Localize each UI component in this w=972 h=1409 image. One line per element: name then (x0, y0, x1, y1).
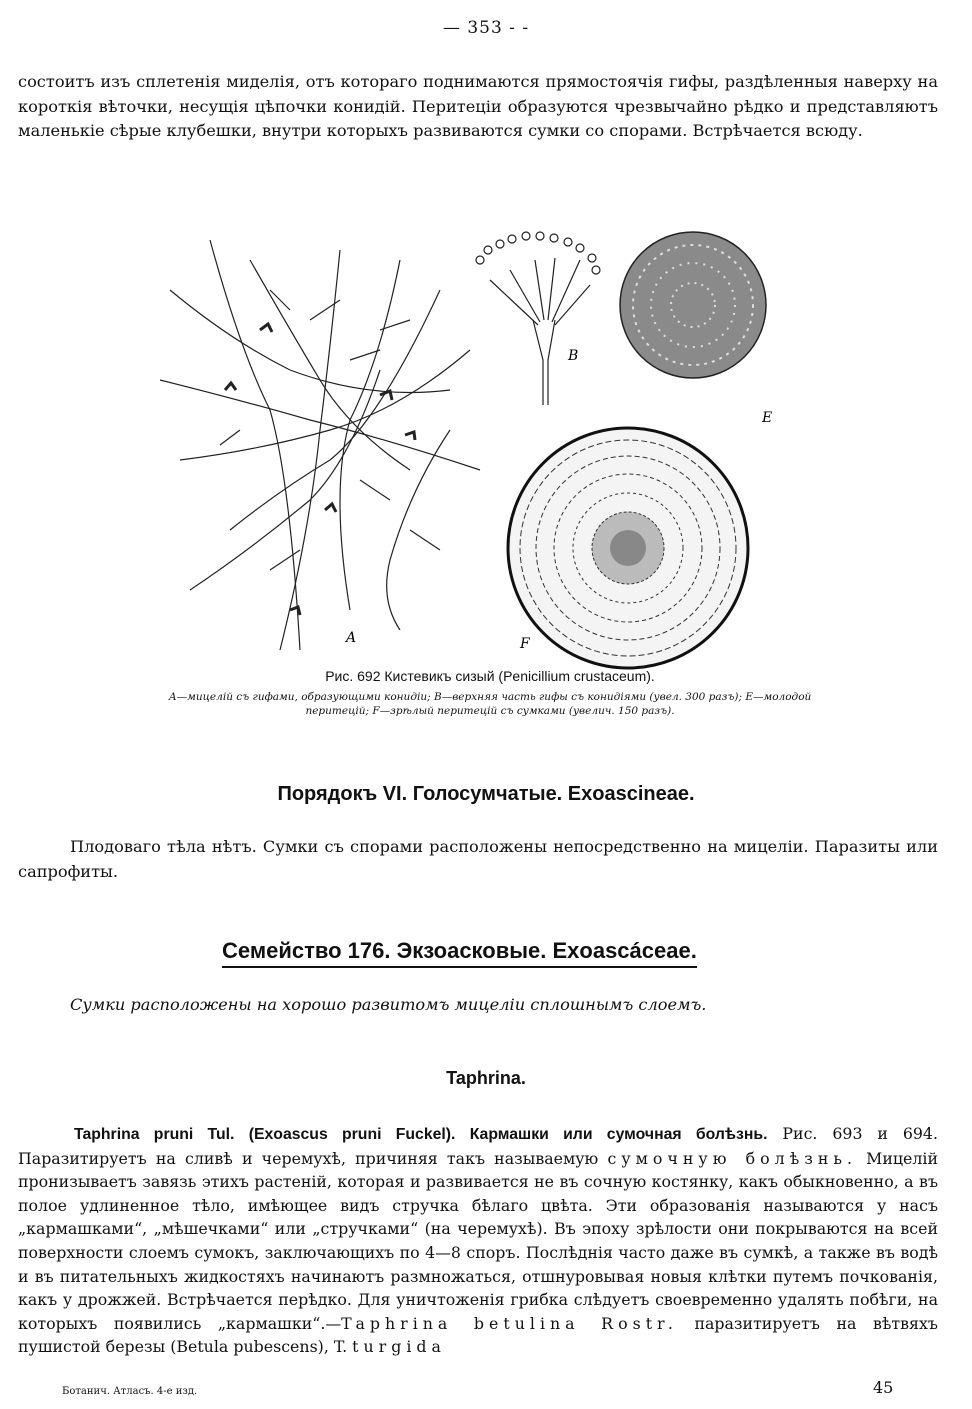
figure-692 (150, 230, 950, 670)
species-head: Taphrina pruni Tul. (Exoascus pruni Fuckel). Кармашки или сумочная болѣзнь. (74, 1126, 768, 1143)
species-3-name: turgida (352, 1337, 446, 1357)
species-paragraph (18, 1122, 938, 1359)
order-paragraph: Плодоваго тѣла нѣтъ. Сумки съ спорами расположены непосредственно на мицеліи. Паразиты или сапрофиты. (18, 837, 938, 881)
young-perithecium-drawing (620, 232, 766, 378)
spaced-term: сумочную болѣзнь. (607, 1148, 857, 1168)
order-heading: Порядокъ VI. Голосумчатые. Exoascineae. (277, 783, 695, 805)
genus-heading: Taphrina. (446, 1068, 526, 1088)
intro-paragraph: состоитъ изъ сплетенія миделія, отъ котораго поднимаются прямостоячія гифы, раздѣленныя наверху на короткія вѣточки, несущія цѣпочки конидій. Перитеціи образуются чрезвычайно рѣдко и представляютъ маленькіе сѣрые клубешки, внутри которыхъ развиваются сумки со спорами. Встрѣчается всюду. (18, 72, 938, 140)
species-text-3: паразитируетъ на вѣтвяхъ пушистой березы (Betula pubescens), T. (18, 1313, 938, 1357)
figure-caption: Рис. 692 Кистевикъ сизый (Penicillium crustaceum). (325, 668, 655, 684)
label-e: E (762, 410, 773, 426)
mycelium-drawing (160, 240, 480, 650)
label-f: F (520, 636, 530, 652)
label-a: A (346, 630, 357, 646)
page-number: — 353 - - (442, 18, 530, 38)
botanical-illustration (150, 230, 950, 670)
footer-sheet-number: 45 (873, 1378, 894, 1397)
species-2-name: Taphrina betulina Rostr. (341, 1313, 678, 1333)
conidiophore-drawing (476, 232, 600, 405)
footer-source: Ботанич. Атласъ. 4-е изд. (62, 1386, 198, 1397)
family-paragraph: Сумки расположены на хорошо развитомъ мицеліи сплошнымъ слоемъ. (70, 995, 707, 1014)
mature-perithecium-drawing (508, 428, 748, 668)
label-b: B (568, 348, 579, 364)
family-heading: Семейство 176. Экзоасковые. Exoascáceae. (222, 938, 697, 968)
figure-legend: А—мицелій съ гифами, образующими конидіи; В—верхняя часть гифы съ конидіями (увел. 300 разъ); Е—молодой перитецій; F—зрѣлый перитецій съ сумками (увелич. 150 разъ). (168, 691, 812, 717)
species-text-1: Рис. 693 и 694. Паразитируетъ на сливѣ и черемухѣ, причиняя такъ называемую (18, 1124, 939, 1168)
species-text-2: Мицелій пронизываетъ завязь этихъ растеній, которая и развивается не въ сочную костянку, какъ обыкновенно, а въ полое удлиненное тѣло, имѣющее видъ стручка бѣлаго цвѣта. Эти образованія называются у насъ „кармашками“, „мѣшечками“ или „стручками“ (на черемухѣ). Въ эпоху зрѣлости они покрываются на всей поверхности слоемъ сумокъ, заключающихъ по 4—8 споръ. Послѣднія часто даже въ сумкѣ, а также въ водѣ и въ питательныхъ жидкостяхъ начинаютъ размножаться, отшнуровывая новыя клѣтки путемъ почкованія, какъ у дрожжей. Встрѣчается перѣдко. Для уничтоженія грибка слѣдуетъ своевременно удалять побѣги, на которыхъ появились „кармашки“.— (18, 1148, 938, 1333)
